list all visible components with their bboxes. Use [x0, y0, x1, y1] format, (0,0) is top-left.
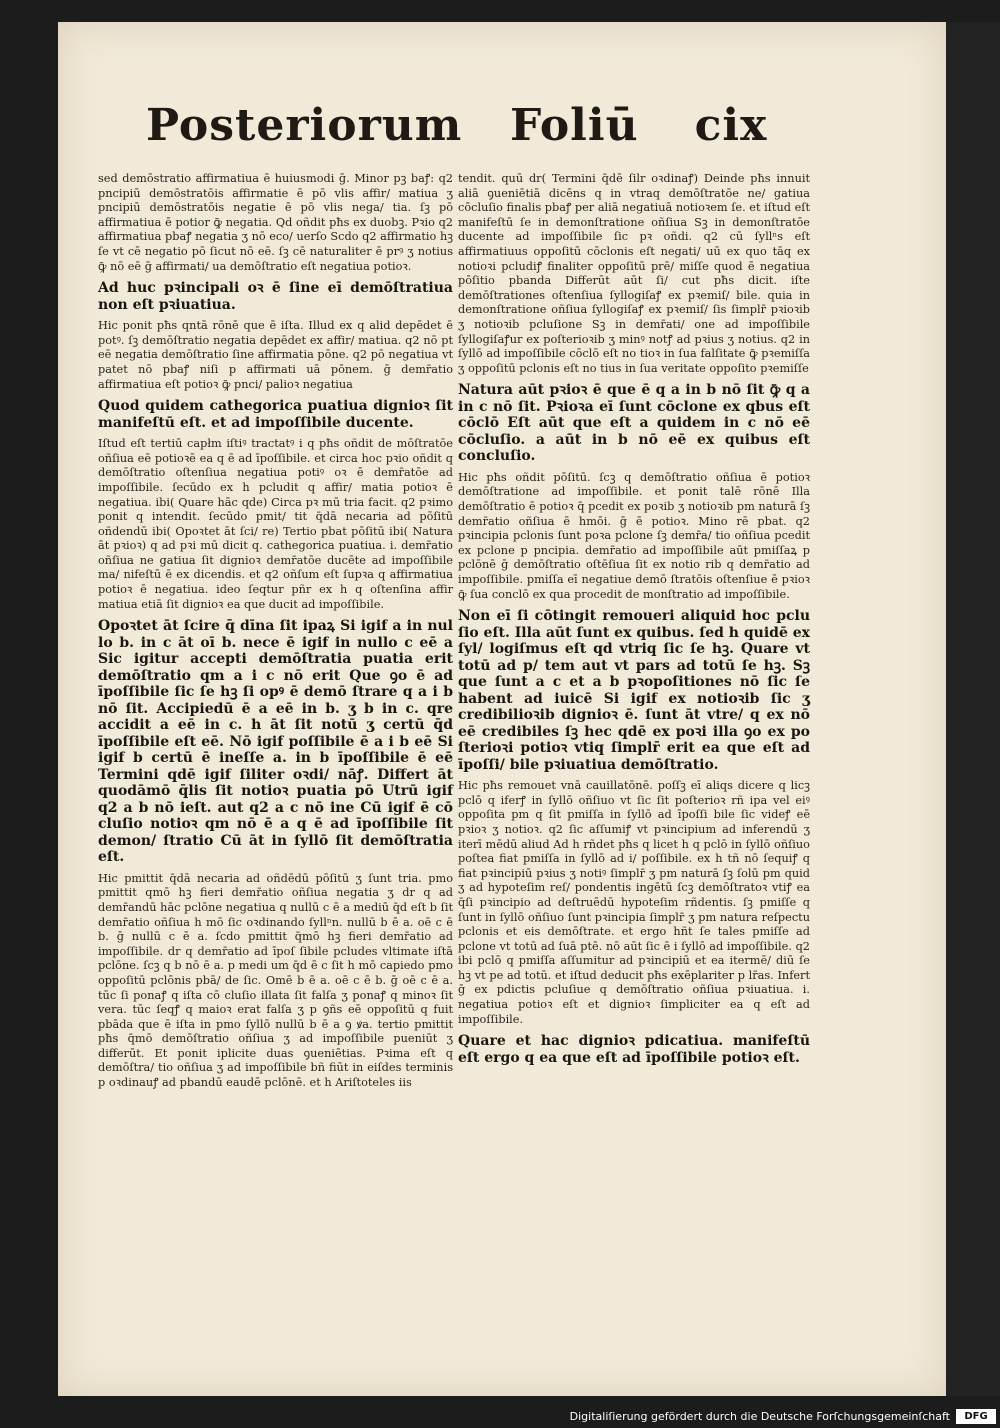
folio-label: Foliū: [510, 100, 639, 151]
commentary-paragraph: Iſtud eſt tertiū capłm iſtiꝰ tractatꝰ i q pħs oñdit de mōſtratōe oñſiua eē potioꝛē ea q ē ad īpoſſibile. et circa hoc pꝛio oñdit q demōſtratio oſtenſiua negatiua potiꝰ oꝛ ē demr̄atōe ad impoſſibile. ſecūdo ex h pcludit q affir/ matia potioꝛ ē negatiua. ibi( Quare hāc qde) Circa pꝛ mū tria facit. q2 pꝛimo ponit q intendit. ſecūdo pmit/ tit q̄dā necaria ad pōſitū oñdendū ibi( Opoꝛtet āt ſci/ re) Tertio pbat pōſitū ibi( Natura āt pꝛioꝛ) q ad pꝛi mū dicit q. cathegorica puatiua. i. demr̄atio oñſiua ne gatiua ſit dignioꝛ demr̄atōe ducēte ad impoſſibile ma/ nifeſtū ē ex dicendis. et q2 oñſum eſt ſupꝛa q affirmatiua potioꝛ ē negatiua. ideo ſeqtur pñr ex h q oſtenſina affir matiua etiā ſit dignioꝛ ea que ducit ad impoſſibile.: [98, 437, 453, 611]
lemma-paragraph: Ad huc pꝛincipali oꝛ ē ſine eī demōſtratiua non eſt pꝛiuatiua.: [98, 280, 453, 313]
lemma-paragraph: Natura aūt pꝛioꝛ ē que ē q a in b nō ſit ꝙ̄ q a in c nō ſit. Pꝛioꝛa eī ſunt cōclone ex qbus eſt cōclō Eſt aūt que eſt a quidem in c nō eē cōcluſio. a aūt in b nō eē ex quibus eſt concluſio.: [458, 382, 810, 465]
folio-number: cix: [694, 100, 768, 151]
commentary-paragraph: Hic ponit pħs qntā rōnē que ē iſta. Illud ex q alid depēdet ē potꝰ. ſꝫ demōſtratio negatia depēdet ex affir/ matiua. q2 nō pt eē negatia demōſtratio ſine affirmatia pōne. q2 pō negatiua vt patet nō pbaꝭ niſi p affirmati uā pōnem. ḡ demr̄atio affirmatiua eſt potioꝛ ꝙ̄ pnci/ palioꝛ negatiua: [98, 319, 453, 391]
running-head-right: [510, 100, 767, 180]
right-column: [458, 172, 810, 1072]
book-page: [58, 22, 946, 1396]
commentary-paragraph: Hic pħs remouet vnā cauillatōnē. poſſꝫ eī aliqs dicere q licꝫ pclō q iferꝭ in ſyllō oñſiuo vt ſic ſit poſterioꝛ rñ ipa vel eiꝰ oppoſita pm q ſit pmiſſa in ſyllō ad īpoſſi bile ſic videꝭ eē pꝛioꝛ ʒ notioꝛ. q2 ſic aſſumiꝭ vt pꝛincipium ad inferendū ʒ iterī mēdū aliud Ad h rñdet pħs q licet h q pclō in ſyllō oñſiuo poſtea fiat pmiſſa in ſyllō ad i/ poſſibile. ex h tñ nō ſequiꝭ q fiat pꝛincipiū pꝛius ʒ notiꝰ ſimplr̄ ʒ pm naturā ſꝫ ſolū pm quid ʒ ad hypoteſim reſ/ pondentis ingētū ſcꝫ demōſtratoꝛ vtiꝭ ea q̄ſi pꝛincipio ad deſtruēdū hypoteſim rñdentis. ſꝫ pmiſſe q ſunt in ſyllō oñſiuo ſunt pꝛincipia ſimplr̄ ʒ pm natura reſpectu pclonis et eis demōſtrate. et ergo hñt ſe tales pmiſſe ad pclone vt totū ad ſuā ptē. nō aūt ſic ē i ſyllō ad impoſſibile. q2 ibi pclō q pmiſſa aſſumitur ad pꝛincipiū et ea itermē/ diū ſe hꝫ vt pe ad totū. et iſtud deducit pħs exēplariter p lr̄as. Infert ḡ ex pdictis pcluſiue q demōſtratio oñſiua pꝛiuatiua. i. negatiua potioꝛ eſt et dignioꝛ ſimpliciter ea q eſt ad impoſſibile.: [458, 779, 810, 1026]
commentary-paragraph: Hic pħs oñdit pōſitū. ſcꝫ q demōſtratio oñſiua ē potioꝛ demōſtratione ad impoſſibile. et ponit talē rōnē Illa demōſtratio ē potioꝛ q̄ pcedit ex poꝛib ʒ notioꝛib pm naturā ſꝫ demr̄atio oñſiua ē hmōi. ḡ ē potioꝛ. Mino rē pbat. q2 pꝛincipia pclonis ſunt poꝛa pclone ſꝫ demr̄a/ tio oñſiua pcedit ex pclone p pncipia. demr̄atio ad impoſſibile aūt pmiſſaꝝ p pclōnē ḡ demōſtratio oſtēſiua ſit ex notio rib q demr̄atio ad impoſſibile. pmiſſa eī negatiue demō ſtratōis oſtenſiue ē pꝛioꝛ ꝙ̄ ſua conclō ex qua procedit de monſtratio ad impoſſibile.: [458, 470, 810, 601]
lemma-paragraph: Quod quidem cathegorica puatiua dignioꝛ ſit manifeſtū eſt. et ad impoſſibile ducente.: [98, 398, 453, 431]
commentary-paragraph: sed demōstratio affirmatiua ē huiusmodi ḡ. Minor pꝫ baꝭ: q2 pncipiū demōstratōis affirmatie ē pō vlis affir/ matiua ʒ pncipiū demōstratōis negatie ē pō vlis nega/ tia. ſꝫ pō affirmatiua ē potior ꝙ̄ negatia. Qd oñdit pħs ex duobꝫ. Pꝛio q2 affirmatiua pbaꝭ negatia ʒ nō eco/ uerſo Scdo q2 affirmatio hꝫ ſe vt cē negatio pō ſicut nō eē. ſꝫ cē naturaliter ē prꝰ ʒ notius ꝙ̄ nō eē ḡ affirmati/ ua demōſtratio eſt negatiua potioꝛ.: [98, 172, 453, 273]
lemma-paragraph: Quare et hac dignioꝛ pdicatiua. manifeſtū eſt ergo q ea que eſt ad īpoſſibile potioꝛ eſt.: [458, 1033, 810, 1066]
footer-credit: Digitaliſierung gefördert durch die Deutsche Forſchungsgemeinſchaft: [569, 1410, 950, 1423]
left-column: [98, 172, 453, 1097]
lemma-paragraph: Opoꝛtet āt ſcire q̄ dīna ſit ipaꝝ Si igif a in nul lo b. in c āt oī b. nece ē igif in nullo c eē a Sic igitur accepti demōſtratia puatia erit demōſtratio qm a i c nō erit Que ꝯo ē ad īpoſſibile ſic ſe hꝫ ſi opꝰ ē demō ſtrare q a i b nō ſit. Accipiedū ē a eē in b. ʒ b in c. qre accidit a eē in c. h āt ſit notū ʒ certū q̄d īpoſſibile eſt eē. Nō igif poſſibile ē a i b eē Si igif b certū ē ineſſe a. in b īpoſſibile ē eē Termini qdē igif ſiliter oꝛdi/ nāꝭ. Differt āt quodāmō q̄lis ſit notioꝛ puatia pō Utrū igif q2 a b nō ieſt. aut q2 a c nō ine Cū igif ē cō cluſio notioꝛ qm nō ē a q ē ad īpoſſibile ſit demon/ ſtratio Cū āt in ſyllō ſit demōſtratia eſt.: [98, 618, 453, 866]
scan-border: [946, 22, 1000, 1396]
dfg-logo: DFG: [956, 1409, 996, 1424]
lemma-paragraph: Non eī ſi cōtingit remoueri aliquid hoc pclu ſio eſt. Illa aūt ſunt ex quibus. ſed h quidē ex ſyl/ logiſmus eſt qd vtriq ſic ſe hꝫ. Quare vt totū ad p/ tem aut vt pars ad totū ſe hꝫ. Sꝫ que ſunt a c et a b pꝛopoſitiones nō ſic ſe habent ad iuicē Si igif ex notioꝛib ſic ʒ credibilioꝛib dignioꝛ ē. ſunt āt vtre/ q ex nō eē credibiles ſꝫ hec qdē ex poꝛi illa ꝯo ex po ſterioꝛi potioꝛ vtiq ſimplr̄ erit ea que eſt ad īpoſſi/ bile pꝛiuatiua demōſtratio.: [458, 608, 810, 773]
commentary-paragraph: Hic pmittit q̄dā necaria ad oñdēdū pōſitū ʒ ſunt tria. pmo pmittit qmō hꝫ fieri demr̄atio oñſiua negatia ʒ dr q ad demr̄andū hāc pclōne negatiua q nullū c ē a mediū q̄d eſt b ſit demr̄atio oñſiua h mō ſic oꝛdinando ſyllⁿn. nullū b ē a. oē c ē b. ḡ nullū c ē a. ſcdo pmittit q̄mō hꝫ fieri demr̄atio ad impoſſibile. dr q demr̄atio ad īpoſ ſibile pcludes vltimate iſtā pclōne. ſcꝫ q b nō ē a. p medi um q̄d ē c ſit h mō capiedo pmo oppoſitū pclōnis pbā/ de ſic. Omē b ē a. oē c ē b. ḡ oē c ē a. tūc ſi ponaꝭ q iſta cō cluſio illata ſit falſa ʒ ponaꝭ q minoꝛ ſit vera. tūc ſeqꝭ q maioꝛ erat falſa ʒ p ꝯñs eē oppoſitū q fuit pbāda que ē iſta in pmo ſyllō nullū b ē a ꝯ ꝟa. tertio pmittit pħs q̄mō demōſtratio oñſiua ʒ ad impoſſibile pueniūt ʒ differūt. Et ponit iplicite duas ꝯueniētias. Pꝛima eſt q demōſtra/ tio oñſiua ʒ ad impoſſibile bñ fiūt in eiſdes terminis p oꝛdinauꝭ ad pbandū eaudē pclōnē. et h Ariſtoteles iis: [98, 871, 453, 1090]
commentary-paragraph: tendit. quū dr( Termini q̄dē ſilr oꝛdinaꝭ) Deinde pħs innuit aliā ꝯueniētiā dicēns q in vtraq demōſtratōe ne/ gatiua cōcluſio finalis pbaꝭ per aliā negatiuā notioꝛem ſe. et iſtud eſt manifeſtū ſe in demonſtratione oñſiua Sꝫ in demonſtratōe ducente ad impoſſibile ſic pꝛ oñdi. q2 cū ſyllⁿs eſt affirmatiuus oppoſitū cōclonis eſt negati/ uū ex quo tāq ex notioꝛi pcludiꝭ finaliter oppoſitū prē/ miſſe quod ē negatiua pōſitio pbanda Differūt aūt ſi/ cut pħs dicit. iſte demōſtrationes oſtenſiua ſyllogiſaꝭ ex pꝛemiſ/ bile. quia in demonſtratione oñſiua ſyllogiſaꝭ ex pꝛemiſ/ ſis ſimplr̄ pꝛioꝛib ʒ notioꝛib pcluſione Sꝫ in demr̄ati/ one ad impoſſibile ſyllogiſaꝭur ex poſterioꝛib ʒ minꝰ notꝭ ad pꝛius ʒ notius. q2 in ſyllō ad impoſſibile cōclō eſt no tioꝛ in ſua falſitate ꝙ̄ pꝛemiſſa ʒ oppoſitū pclonis eſt no tius in ſua veritate oppoſito pꝛemiſſe: [458, 172, 810, 375]
running-head-left: Posteriorum: [146, 100, 463, 151]
